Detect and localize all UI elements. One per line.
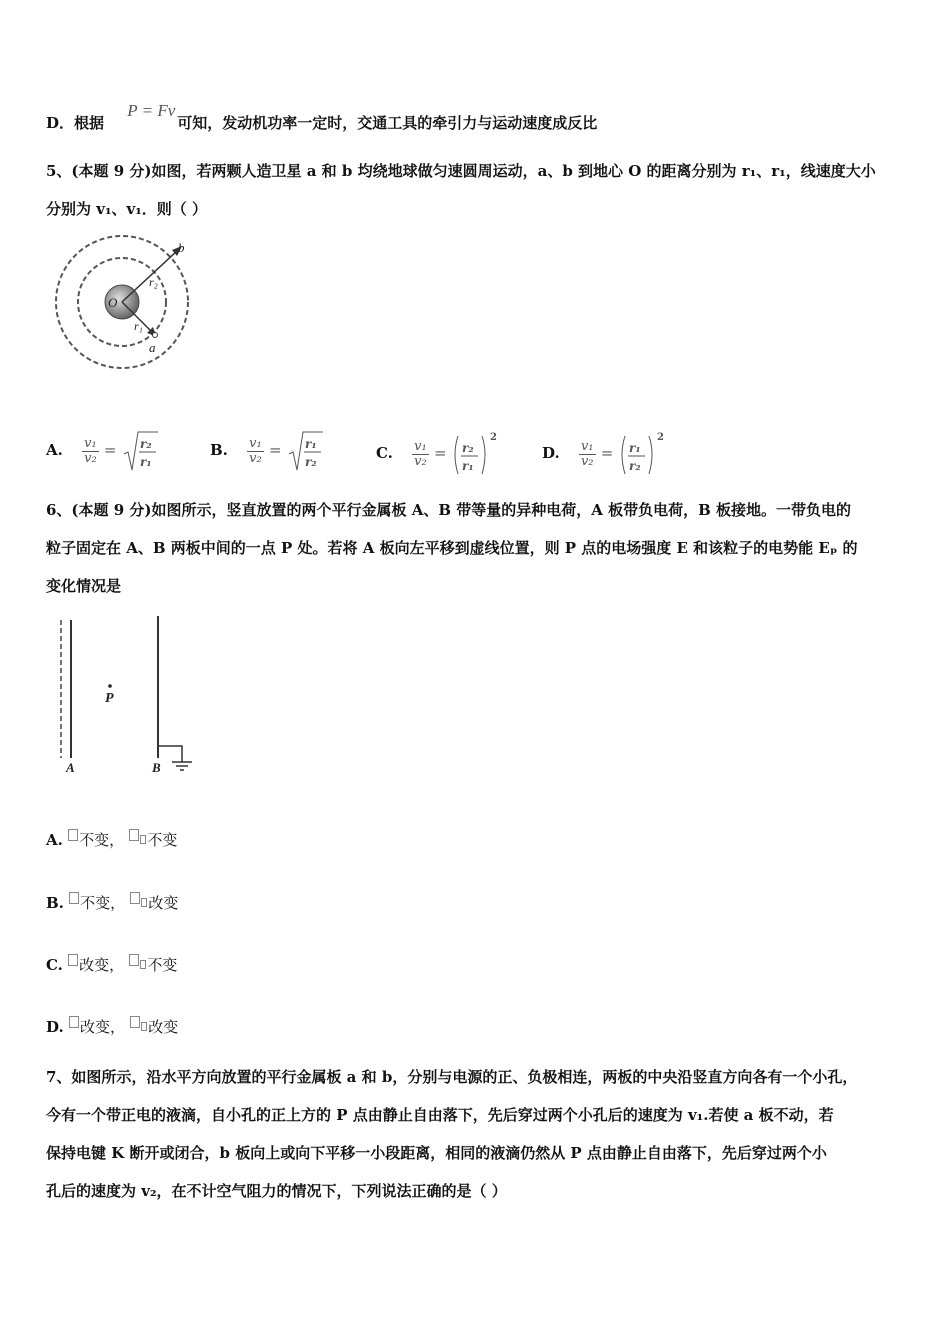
q6-option-c-label: C. <box>46 956 63 974</box>
q7-stem-line-3: 保持电键 K 断开或闭合，b 板向上或向下平移一小段距离，相同的液滴仍然从 P 点由静止自由落下，先后穿过两个小 <box>46 1144 827 1162</box>
q5-option-c-lhs: $\frac{\text{v₁}}{\text{v₂}}$ <box>414 438 427 469</box>
point-p-dot <box>108 684 112 688</box>
svg-text:2: 2 <box>489 432 497 443</box>
svg-text:r₁: r₁ <box>139 455 152 469</box>
q5-option-a-sqrt <box>122 430 158 472</box>
q5-option-a-label: A. <box>46 441 63 459</box>
q5-option-c-square <box>452 430 502 478</box>
q5-option-d-label: D. <box>542 444 560 462</box>
q5-option-b-sqrt <box>287 430 323 472</box>
q7-stem-line-4: 孔后的速度为 v₂，在不计空气阻力的情况下，下列说法正确的是（ ） <box>46 1182 507 1200</box>
satellite-b-label: b <box>178 240 185 255</box>
satellite-a-dot <box>153 333 158 338</box>
svg-text:r₁: r₁ <box>628 441 641 455</box>
missing-glyph-icon <box>140 835 146 844</box>
q5-option-c[interactable]: C. $\frac{\text{v₁}}{\text{v₂}}$ = r₂ r₁ 2 <box>376 430 502 478</box>
missing-glyph-icon <box>140 960 146 969</box>
missing-glyph-icon <box>141 898 147 907</box>
q5-option-d[interactable]: D. $\frac{\text{v₁}}{\text{v₂}}$ = r₁ r₂ 2 <box>542 430 669 478</box>
q5-option-a-lhs: $\frac{\text{v₁}}{\text{v₂}}$ <box>84 435 97 466</box>
missing-glyph-icon <box>68 829 78 841</box>
q6-stem-line-2: 粒子固定在 A、B 两板中间的一点 P 处。若将 A 板向左平移到虚线位置，则 P 点的电场强度 E 和该粒子的电势能 Eₚ 的 <box>46 539 858 557</box>
q5-option-b[interactable]: B. $\frac{\text{v₁}}{\text{v₂}}$ = r₁ r₂ <box>210 430 323 472</box>
svg-text:r₂: r₂ <box>628 459 641 473</box>
plate-a-label: A <box>66 760 75 775</box>
missing-glyph-icon <box>141 1022 147 1031</box>
q5-stem-line-2: 分别为 v₁、v₁．则（ ） <box>46 200 208 218</box>
q5-option-b-lhs: $\frac{\text{v₁}}{\text{v₂}}$ <box>249 435 262 466</box>
missing-glyph-icon <box>130 1016 140 1028</box>
q6-option-d-label: D. <box>46 1018 64 1036</box>
svg-text:r₂: r₂ <box>304 455 317 469</box>
missing-glyph-icon <box>129 954 139 966</box>
missing-glyph-icon <box>130 892 140 904</box>
plate-b-label: B <box>152 760 161 775</box>
r1-label: r₁ <box>134 319 143 333</box>
q5-option-c-label: C. <box>376 444 393 462</box>
q5-option-d-square <box>619 430 669 478</box>
q7-stem-line-1: 7、如图所示，沿水平方向放置的平行金属板 a 和 b，分别与电源的正、负极相连，两板的中央沿竖直方向各有一个小孔， <box>46 1068 858 1086</box>
satellite-orbit-figure <box>50 230 200 380</box>
svg-text:2: 2 <box>656 432 664 443</box>
q6-stem-line-1: 6、(本题 9 分)如图所示，竖直放置的两个平行金属板 A、B 带等量的异种电荷，A 板带负电荷，B 板接地。一带负电的 <box>46 501 852 519</box>
missing-glyph-icon <box>69 1016 79 1028</box>
missing-glyph-icon <box>69 892 79 904</box>
point-p-label: P <box>105 691 114 706</box>
q4-option-d-suffix: 可知，发动机功率一定时，交通工具的牵引力与运动速度成反比 <box>177 114 598 132</box>
q6-option-c[interactable]: C. 改变， 不变 <box>46 956 178 974</box>
center-o-label: O <box>108 295 118 310</box>
svg-text:r₂: r₂ <box>139 437 152 451</box>
q7-stem-line-2: 今有一个带正电的液滴，自小孔的正上方的 P 点由静止自由落下，先后穿过两个小孔后的速度为 v₁.若使 a 板不动，若 <box>46 1106 834 1124</box>
svg-text:r₁: r₁ <box>304 437 317 451</box>
q4-option-d-prefix: 根据 <box>74 114 105 132</box>
capacitor-plates-figure <box>52 610 202 780</box>
q4-option-d <box>46 101 598 134</box>
q6-option-b[interactable]: B. 不变， 改变 <box>46 894 179 912</box>
q6-option-b-label: B. <box>46 894 64 912</box>
satellite-a-label: a <box>149 340 156 355</box>
q6-option-a[interactable]: A. 不变， 不变 <box>46 831 178 849</box>
missing-glyph-icon <box>129 829 139 841</box>
svg-text:r₁: r₁ <box>461 459 474 473</box>
missing-glyph-icon <box>68 954 78 966</box>
power-formula: P = Fv <box>127 101 176 120</box>
q6-option-d[interactable]: D. 改变， 改变 <box>46 1018 179 1036</box>
r2-label: r₂ <box>149 275 158 289</box>
q5-option-a[interactable]: A. $\frac{\text{v₁}}{\text{v₂}}$ = r₂ r₁ <box>46 430 158 472</box>
q5-option-d-lhs: $\frac{\text{v₁}}{\text{v₂}}$ <box>580 438 594 469</box>
svg-text:r₂: r₂ <box>461 441 474 455</box>
q5-option-b-label: B. <box>210 441 228 459</box>
q4-option-d-label: D． <box>46 114 75 132</box>
q6-option-a-label: A. <box>46 831 63 849</box>
q6-stem-line-3: 变化情况是 <box>46 577 122 595</box>
ground-wire <box>158 746 182 762</box>
q5-stem-line-1: 5、(本题 9 分)如图，若两颗人造卫星 a 和 b 均绕地球做匀速圆周运动，a、b 到地心 O 的距离分别为 r₁、r₁，线速度大小 <box>46 162 876 180</box>
